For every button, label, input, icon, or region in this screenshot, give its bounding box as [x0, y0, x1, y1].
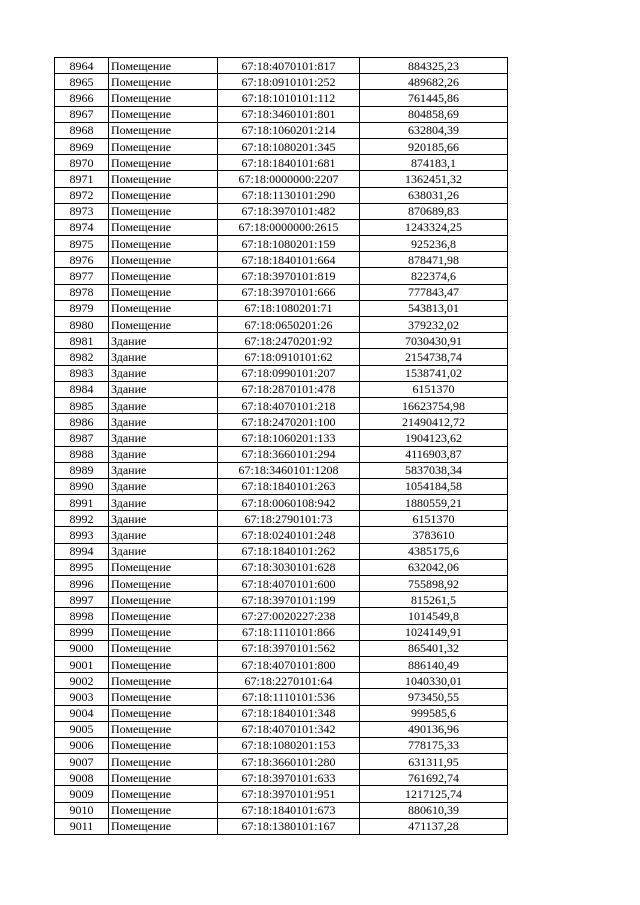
table-row	[55, 122, 508, 138]
row-number-cell: 9002	[55, 673, 109, 689]
cadastral-number-cell: 67:18:1060201:214	[218, 122, 360, 138]
cadastral-number-cell: 67:27:0020227:238	[218, 608, 360, 624]
cadastral-number-cell: 67:18:1010101:112	[218, 90, 360, 106]
table-row	[55, 802, 508, 818]
row-number-cell: 8999	[55, 624, 109, 640]
row-number-cell: 8966	[55, 90, 109, 106]
object-type-cell: Здание	[109, 365, 218, 381]
object-type-cell: Помещение	[109, 592, 218, 608]
table-row	[55, 236, 508, 252]
object-type-cell: Помещение	[109, 155, 218, 171]
cadastral-number-cell: 67:18:4070101:600	[218, 576, 360, 592]
cadastral-number-cell: 67:18:4070101:342	[218, 721, 360, 737]
row-number-cell: 8978	[55, 284, 109, 300]
table-row	[55, 381, 508, 397]
cadastral-number-cell: 67:18:1110101:536	[218, 689, 360, 705]
object-type-cell: Помещение	[109, 656, 218, 672]
cadastral-number-cell: 67:18:2470201:100	[218, 414, 360, 430]
object-type-cell: Помещение	[109, 171, 218, 187]
table-row	[55, 300, 508, 316]
cadastral-value-cell: 471137,28	[360, 818, 508, 834]
table-row	[55, 203, 508, 219]
cadastral-value-cell: 920185,66	[360, 138, 508, 154]
table-row	[55, 818, 508, 834]
table-row	[55, 721, 508, 737]
row-number-cell: 8985	[55, 397, 109, 413]
cadastral-value-cell: 755898,92	[360, 576, 508, 592]
row-number-cell: 8989	[55, 462, 109, 478]
cadastral-value-cell: 886140,49	[360, 656, 508, 672]
row-number-cell: 8981	[55, 333, 109, 349]
row-number-cell: 9011	[55, 818, 109, 834]
row-number-cell: 8979	[55, 300, 109, 316]
object-type-cell: Помещение	[109, 74, 218, 90]
cadastral-value-cell: 1054184,58	[360, 478, 508, 494]
cadastral-number-cell: 67:18:1840101:681	[218, 155, 360, 171]
row-number-cell: 8967	[55, 106, 109, 122]
table-row	[55, 219, 508, 235]
table-row	[55, 187, 508, 203]
cadastral-value-cell: 874183,1	[360, 155, 508, 171]
cadastral-number-cell: 67:18:3460101:1208	[218, 462, 360, 478]
row-number-cell: 8992	[55, 511, 109, 527]
object-type-cell: Помещение	[109, 317, 218, 333]
table-row	[55, 414, 508, 430]
cadastral-number-cell: 67:18:4070101:218	[218, 397, 360, 413]
cadastral-number-cell: 67:18:0240101:248	[218, 527, 360, 543]
cadastral-number-cell: 67:18:0910101:62	[218, 349, 360, 365]
row-number-cell: 8969	[55, 138, 109, 154]
cadastral-number-cell: 67:18:1380101:167	[218, 818, 360, 834]
object-type-cell: Помещение	[109, 673, 218, 689]
row-number-cell: 8984	[55, 381, 109, 397]
object-type-cell: Помещение	[109, 219, 218, 235]
object-type-cell: Здание	[109, 430, 218, 446]
object-type-cell: Здание	[109, 333, 218, 349]
cadastral-number-cell: 67:18:1080201:71	[218, 300, 360, 316]
cadastral-number-cell: 67:18:4070101:817	[218, 58, 360, 74]
table-row	[55, 58, 508, 74]
cadastral-value-cell: 865401,32	[360, 640, 508, 656]
cadastral-value-cell: 999585,6	[360, 705, 508, 721]
cadastral-value-cell: 3783610	[360, 527, 508, 543]
cadastral-value-cell: 815261,5	[360, 592, 508, 608]
cadastral-value-cell: 1362451,32	[360, 171, 508, 187]
row-number-cell: 8986	[55, 414, 109, 430]
object-type-cell: Помещение	[109, 786, 218, 802]
table-row	[55, 689, 508, 705]
object-type-cell: Здание	[109, 397, 218, 413]
row-number-cell: 8980	[55, 317, 109, 333]
cadastral-number-cell: 67:18:3970101:666	[218, 284, 360, 300]
table-row	[55, 268, 508, 284]
object-type-cell: Помещение	[109, 608, 218, 624]
cadastral-value-cell: 2154738,74	[360, 349, 508, 365]
table-row	[55, 673, 508, 689]
cadastral-number-cell: 67:18:1080201:345	[218, 138, 360, 154]
row-number-cell: 8983	[55, 365, 109, 381]
table-row	[55, 527, 508, 543]
object-type-cell: Помещение	[109, 268, 218, 284]
row-number-cell: 8968	[55, 122, 109, 138]
row-number-cell: 8974	[55, 219, 109, 235]
row-number-cell: 8993	[55, 527, 109, 543]
cadastral-value-cell: 1538741,02	[360, 365, 508, 381]
cadastral-number-cell: 67:18:2790101:73	[218, 511, 360, 527]
object-type-cell: Здание	[109, 527, 218, 543]
table-row	[55, 478, 508, 494]
table-row	[55, 74, 508, 90]
cadastral-number-cell: 67:18:4070101:800	[218, 656, 360, 672]
object-type-cell: Помещение	[109, 624, 218, 640]
cadastral-number-cell: 67:18:3970101:482	[218, 203, 360, 219]
cadastral-number-cell: 67:18:1130101:290	[218, 187, 360, 203]
object-type-cell: Помещение	[109, 187, 218, 203]
table-row	[55, 608, 508, 624]
object-type-cell: Помещение	[109, 106, 218, 122]
object-type-cell: Помещение	[109, 203, 218, 219]
cadastral-number-cell: 67:18:2870101:478	[218, 381, 360, 397]
object-type-cell: Помещение	[109, 122, 218, 138]
cadastral-value-cell: 804858,69	[360, 106, 508, 122]
table-row	[55, 138, 508, 154]
cadastral-value-cell: 761445,86	[360, 90, 508, 106]
cadastral-value-cell: 638031,26	[360, 187, 508, 203]
cadastral-number-cell: 67:18:0910101:252	[218, 74, 360, 90]
row-number-cell: 9003	[55, 689, 109, 705]
object-type-cell: Здание	[109, 462, 218, 478]
cadastral-value-cell: 632042,06	[360, 559, 508, 575]
cadastral-value-cell: 6151370	[360, 381, 508, 397]
table-row	[55, 284, 508, 300]
cadastral-value-cell: 925236,8	[360, 236, 508, 252]
table-row	[55, 430, 508, 446]
row-number-cell: 9009	[55, 786, 109, 802]
object-type-cell: Помещение	[109, 559, 218, 575]
cadastral-number-cell: 67:18:1840101:348	[218, 705, 360, 721]
cadastral-value-cell: 1217125,74	[360, 786, 508, 802]
cadastral-value-cell: 822374,6	[360, 268, 508, 284]
object-type-cell: Здание	[109, 381, 218, 397]
row-number-cell: 8977	[55, 268, 109, 284]
cadastral-value-cell: 1243324,25	[360, 219, 508, 235]
cadastral-value-cell: 1014549,8	[360, 608, 508, 624]
row-number-cell: 9000	[55, 640, 109, 656]
cadastral-value-cell: 7030430,91	[360, 333, 508, 349]
table-row	[55, 317, 508, 333]
cadastral-number-cell: 67:18:1840101:664	[218, 252, 360, 268]
table-row	[55, 365, 508, 381]
cadastral-value-cell: 884325,23	[360, 58, 508, 74]
cadastral-number-cell: 67:18:1080201:153	[218, 737, 360, 753]
row-number-cell: 9007	[55, 754, 109, 770]
object-type-cell: Помещение	[109, 770, 218, 786]
cadastral-value-cell: 631311,95	[360, 754, 508, 770]
object-type-cell: Помещение	[109, 737, 218, 753]
object-type-cell: Здание	[109, 446, 218, 462]
cadastral-number-cell: 67:18:3660101:294	[218, 446, 360, 462]
object-type-cell: Помещение	[109, 705, 218, 721]
object-type-cell: Помещение	[109, 640, 218, 656]
cadastral-number-cell: 67:18:3030101:628	[218, 559, 360, 575]
cadastral-number-cell: 67:18:1840101:673	[218, 802, 360, 818]
row-number-cell: 8995	[55, 559, 109, 575]
row-number-cell: 9006	[55, 737, 109, 753]
cadastral-number-cell: 67:18:3970101:819	[218, 268, 360, 284]
row-number-cell: 8971	[55, 171, 109, 187]
cadastral-number-cell: 67:18:1840101:263	[218, 478, 360, 494]
cadastral-number-cell: 67:18:3660101:280	[218, 754, 360, 770]
table-row	[55, 624, 508, 640]
cadastral-value-cell: 490136,96	[360, 721, 508, 737]
property-table	[54, 57, 508, 835]
cadastral-value-cell: 870689,83	[360, 203, 508, 219]
row-number-cell: 9008	[55, 770, 109, 786]
row-number-cell: 8976	[55, 252, 109, 268]
cadastral-value-cell: 379232,02	[360, 317, 508, 333]
object-type-cell: Помещение	[109, 90, 218, 106]
row-number-cell: 8991	[55, 495, 109, 511]
cadastral-number-cell: 67:18:3970101:633	[218, 770, 360, 786]
row-number-cell: 8973	[55, 203, 109, 219]
property-table-body	[55, 58, 508, 835]
cadastral-number-cell: 67:18:3970101:199	[218, 592, 360, 608]
table-row	[55, 754, 508, 770]
object-type-cell: Помещение	[109, 802, 218, 818]
row-number-cell: 8990	[55, 478, 109, 494]
row-number-cell: 9010	[55, 802, 109, 818]
object-type-cell: Помещение	[109, 58, 218, 74]
table-row	[55, 106, 508, 122]
table-row	[55, 462, 508, 478]
row-number-cell: 8996	[55, 576, 109, 592]
cadastral-number-cell: 67:18:0060108:942	[218, 495, 360, 511]
cadastral-value-cell: 5837038,34	[360, 462, 508, 478]
object-type-cell: Помещение	[109, 138, 218, 154]
cadastral-value-cell: 761692,74	[360, 770, 508, 786]
row-number-cell: 8964	[55, 58, 109, 74]
cadastral-number-cell: 67:18:0990101:207	[218, 365, 360, 381]
row-number-cell: 9004	[55, 705, 109, 721]
row-number-cell: 8965	[55, 74, 109, 90]
object-type-cell: Помещение	[109, 818, 218, 834]
table-row	[55, 576, 508, 592]
table-row	[55, 397, 508, 413]
cadastral-value-cell: 1024149,91	[360, 624, 508, 640]
cadastral-value-cell: 1904123,62	[360, 430, 508, 446]
object-type-cell: Помещение	[109, 689, 218, 705]
table-row	[55, 737, 508, 753]
row-number-cell: 8970	[55, 155, 109, 171]
cadastral-value-cell: 973450,55	[360, 689, 508, 705]
table-row	[55, 770, 508, 786]
row-number-cell: 8988	[55, 446, 109, 462]
cadastral-value-cell: 878471,98	[360, 252, 508, 268]
table-row	[55, 592, 508, 608]
cadastral-value-cell: 6151370	[360, 511, 508, 527]
cadastral-number-cell: 67:18:1080201:159	[218, 236, 360, 252]
cadastral-value-cell: 632804,39	[360, 122, 508, 138]
table-row	[55, 171, 508, 187]
object-type-cell: Здание	[109, 349, 218, 365]
cadastral-number-cell: 67:18:3970101:951	[218, 786, 360, 802]
row-number-cell: 9005	[55, 721, 109, 737]
object-type-cell: Здание	[109, 414, 218, 430]
cadastral-number-cell: 67:18:1840101:262	[218, 543, 360, 559]
object-type-cell: Помещение	[109, 300, 218, 316]
table-row	[55, 656, 508, 672]
cadastral-value-cell: 778175,33	[360, 737, 508, 753]
cadastral-number-cell: 67:18:2470201:92	[218, 333, 360, 349]
cadastral-value-cell: 4385175,6	[360, 543, 508, 559]
row-number-cell: 8994	[55, 543, 109, 559]
cadastral-number-cell: 67:18:0000000:2615	[218, 219, 360, 235]
cadastral-value-cell: 1880559,21	[360, 495, 508, 511]
cadastral-value-cell: 880610,39	[360, 802, 508, 818]
table-row	[55, 333, 508, 349]
object-type-cell: Здание	[109, 511, 218, 527]
row-number-cell: 8972	[55, 187, 109, 203]
row-number-cell: 8987	[55, 430, 109, 446]
row-number-cell: 8975	[55, 236, 109, 252]
table-row	[55, 559, 508, 575]
cadastral-value-cell: 4116903,87	[360, 446, 508, 462]
row-number-cell: 8982	[55, 349, 109, 365]
object-type-cell: Помещение	[109, 236, 218, 252]
table-row	[55, 155, 508, 171]
table-row	[55, 511, 508, 527]
table-row	[55, 543, 508, 559]
row-number-cell: 8998	[55, 608, 109, 624]
cadastral-number-cell: 67:18:3460101:801	[218, 106, 360, 122]
cadastral-number-cell: 67:18:0000000:2207	[218, 171, 360, 187]
cadastral-value-cell: 543813,01	[360, 300, 508, 316]
cadastral-number-cell: 67:18:1110101:866	[218, 624, 360, 640]
object-type-cell: Здание	[109, 478, 218, 494]
cadastral-value-cell: 16623754,98	[360, 397, 508, 413]
object-type-cell: Здание	[109, 543, 218, 559]
table-row	[55, 349, 508, 365]
object-type-cell: Помещение	[109, 252, 218, 268]
table-row	[55, 446, 508, 462]
object-type-cell: Помещение	[109, 284, 218, 300]
cadastral-number-cell: 67:18:0650201:26	[218, 317, 360, 333]
object-type-cell: Здание	[109, 495, 218, 511]
table-row	[55, 495, 508, 511]
table-row	[55, 705, 508, 721]
cadastral-value-cell: 777843,47	[360, 284, 508, 300]
cadastral-number-cell: 67:18:2270101:64	[218, 673, 360, 689]
cadastral-number-cell: 67:18:3970101:562	[218, 640, 360, 656]
object-type-cell: Помещение	[109, 576, 218, 592]
object-type-cell: Помещение	[109, 754, 218, 770]
row-number-cell: 8997	[55, 592, 109, 608]
cadastral-value-cell: 21490412,72	[360, 414, 508, 430]
table-row	[55, 640, 508, 656]
row-number-cell: 9001	[55, 656, 109, 672]
cadastral-value-cell: 489682,26	[360, 74, 508, 90]
object-type-cell: Помещение	[109, 721, 218, 737]
table-row	[55, 786, 508, 802]
cadastral-number-cell: 67:18:1060201:133	[218, 430, 360, 446]
table-row	[55, 90, 508, 106]
cadastral-value-cell: 1040330,01	[360, 673, 508, 689]
table-row	[55, 252, 508, 268]
